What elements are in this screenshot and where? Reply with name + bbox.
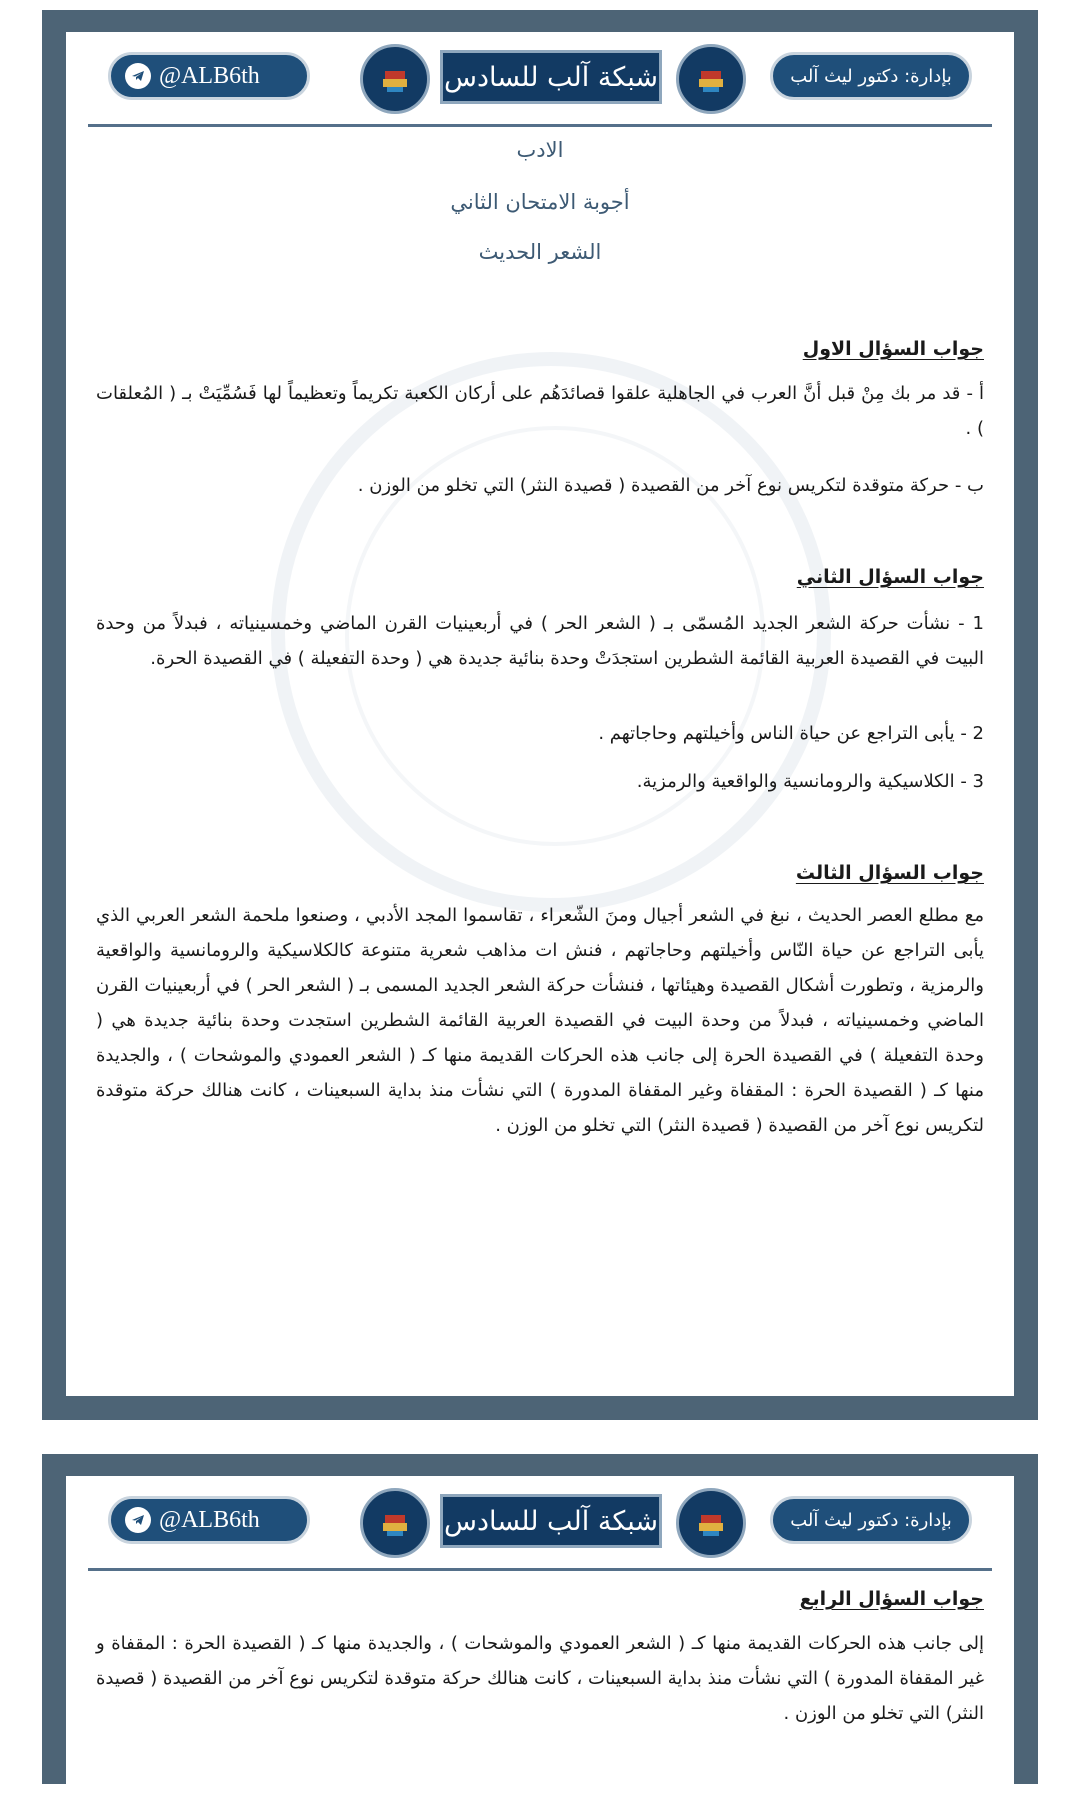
telegram-icon <box>125 63 151 89</box>
q2-answer-1: 1 - نشأت حركة الشعر الجديد المُسمّى بـ ( الشعر الحر ) في أربعينيات القرن الماضي وخمسينياته ، فبدلاً من وحدة البيت في القصيدة العربية القائمة الشطرين استجدَتْ وحدة بنائية جديدة هي ( وحدة التفعيلة ) في القصيدة الحرة. <box>96 613 984 669</box>
header-divider <box>88 124 992 127</box>
q3-heading: جواب السؤال الثالث <box>795 862 984 884</box>
network-logo-right <box>676 44 746 114</box>
page-header <box>88 40 992 130</box>
telegram-handle: @ALB6th <box>159 1506 260 1533</box>
page-2-frame <box>42 1454 1038 1784</box>
network-logo-right <box>676 1488 746 1558</box>
admin-label: بإدارة: دكتور ليث آلب <box>790 65 952 87</box>
q4-answer: إلى جانب هذه الحركات القديمة منها كـ ( الشعر العمودي والموشحات ) ، والجديدة منها كـ ( القصيدة الحرة : المقفاة و غير المقفاة المدورة ) التي نشأت منذ بداية السبعينات ، كانت هنالك حركة متوقدة لتكريس نوع آخر من القصيدة ( قصيدة النثر) التي تخلو من الوزن . <box>96 1633 984 1724</box>
topic-title: الشعر الحديث <box>478 240 602 264</box>
page-1-frame <box>42 10 1038 1420</box>
page-2-sheet <box>66 1476 1014 1794</box>
q2-heading: جواب السؤال الثاني <box>796 566 984 588</box>
header-divider <box>88 1568 992 1571</box>
telegram-handle-pill[interactable] <box>108 1496 310 1544</box>
q2-answer-2: 2 - يأبى التراجع عن حياة الناس وأخيلتهم وحاجاتهم . <box>598 723 984 744</box>
network-title: شبكة آلب للسادس <box>440 50 662 104</box>
admin-pill <box>770 52 972 100</box>
q1-answer-b: ب - حركة متوقدة لتكريس نوع آخر من القصيدة ( قصيدة النثر) التي تخلو من الوزن . <box>357 475 984 496</box>
q4-heading: جواب السؤال الرابع <box>799 1588 984 1610</box>
q1-answer-a: أ - قد مر بك مِنْ قبل أنَّ العرب في الجاهلية علقوا قصائدَهُم على أركان الكعبة تكريماً وتعظيماً لها فَسُمِّيَتْ بـ ( المُعلقات ) . <box>96 383 984 439</box>
q2-answer-3: 3 - الكلاسيكية والرومانسية والواقعية والرمزية. <box>636 771 984 792</box>
page-1-sheet <box>66 32 1014 1396</box>
admin-pill <box>770 1496 972 1544</box>
subject-title: الادب <box>516 138 564 162</box>
page-header <box>88 1484 992 1574</box>
q1-heading: جواب السؤال الاول <box>802 338 984 360</box>
network-title: شبكة آلب للسادس <box>440 1494 662 1548</box>
admin-label: بإدارة: دكتور ليث آلب <box>790 1509 952 1531</box>
telegram-handle: @ALB6th <box>159 62 260 89</box>
exam-title: أجوبة الامتحان الثاني <box>450 190 630 214</box>
telegram-icon <box>125 1507 151 1533</box>
network-logo-left <box>360 1488 430 1558</box>
q3-answer: مع مطلع العصر الحديث ، نبغ في الشعر أجيال ومنَ الشّعراء ، تقاسموا المجد الأدبي ، وصنعوا ملحمة الشعر العربي الذي يأبى التراجع عن حياة النّاس وأخيلتهم وحاجاتهم ، فنش ات مذاهب شعرية متنوعة كالكلاسيكية والرومانسية والواقعية والرمزية ، وتطورت أشكال القصيدة وهيئاتها ، فنشأت حركة الشعر الجديد المسمى بـ ( الشعر الحر ) في أربعينيات القرن الماضي وخمسينياته ، فبدلاً من وحدة البيت في القصيدة العربية القائمة الشطرين استجدت وحدة بنائية جديدة هي ( وحدة التفعيلة ) في القصيدة الحرة إلى جانب هذه الحركات القديمة منها كـ ( الشعر العمودي والموشحات ) ، والجديدة منها كـ ( القصيدة الحرة : المقفاة وغير المقفاة المدورة ) التي نشأت منذ بداية السبعينات ، كانت هنالك حركة متوقدة لتكريس نوع آخر من القصيدة ( قصيدة النثر) التي تخلو من الوزن . <box>96 905 984 1136</box>
telegram-handle-pill[interactable] <box>108 52 310 100</box>
network-logo-left <box>360 44 430 114</box>
